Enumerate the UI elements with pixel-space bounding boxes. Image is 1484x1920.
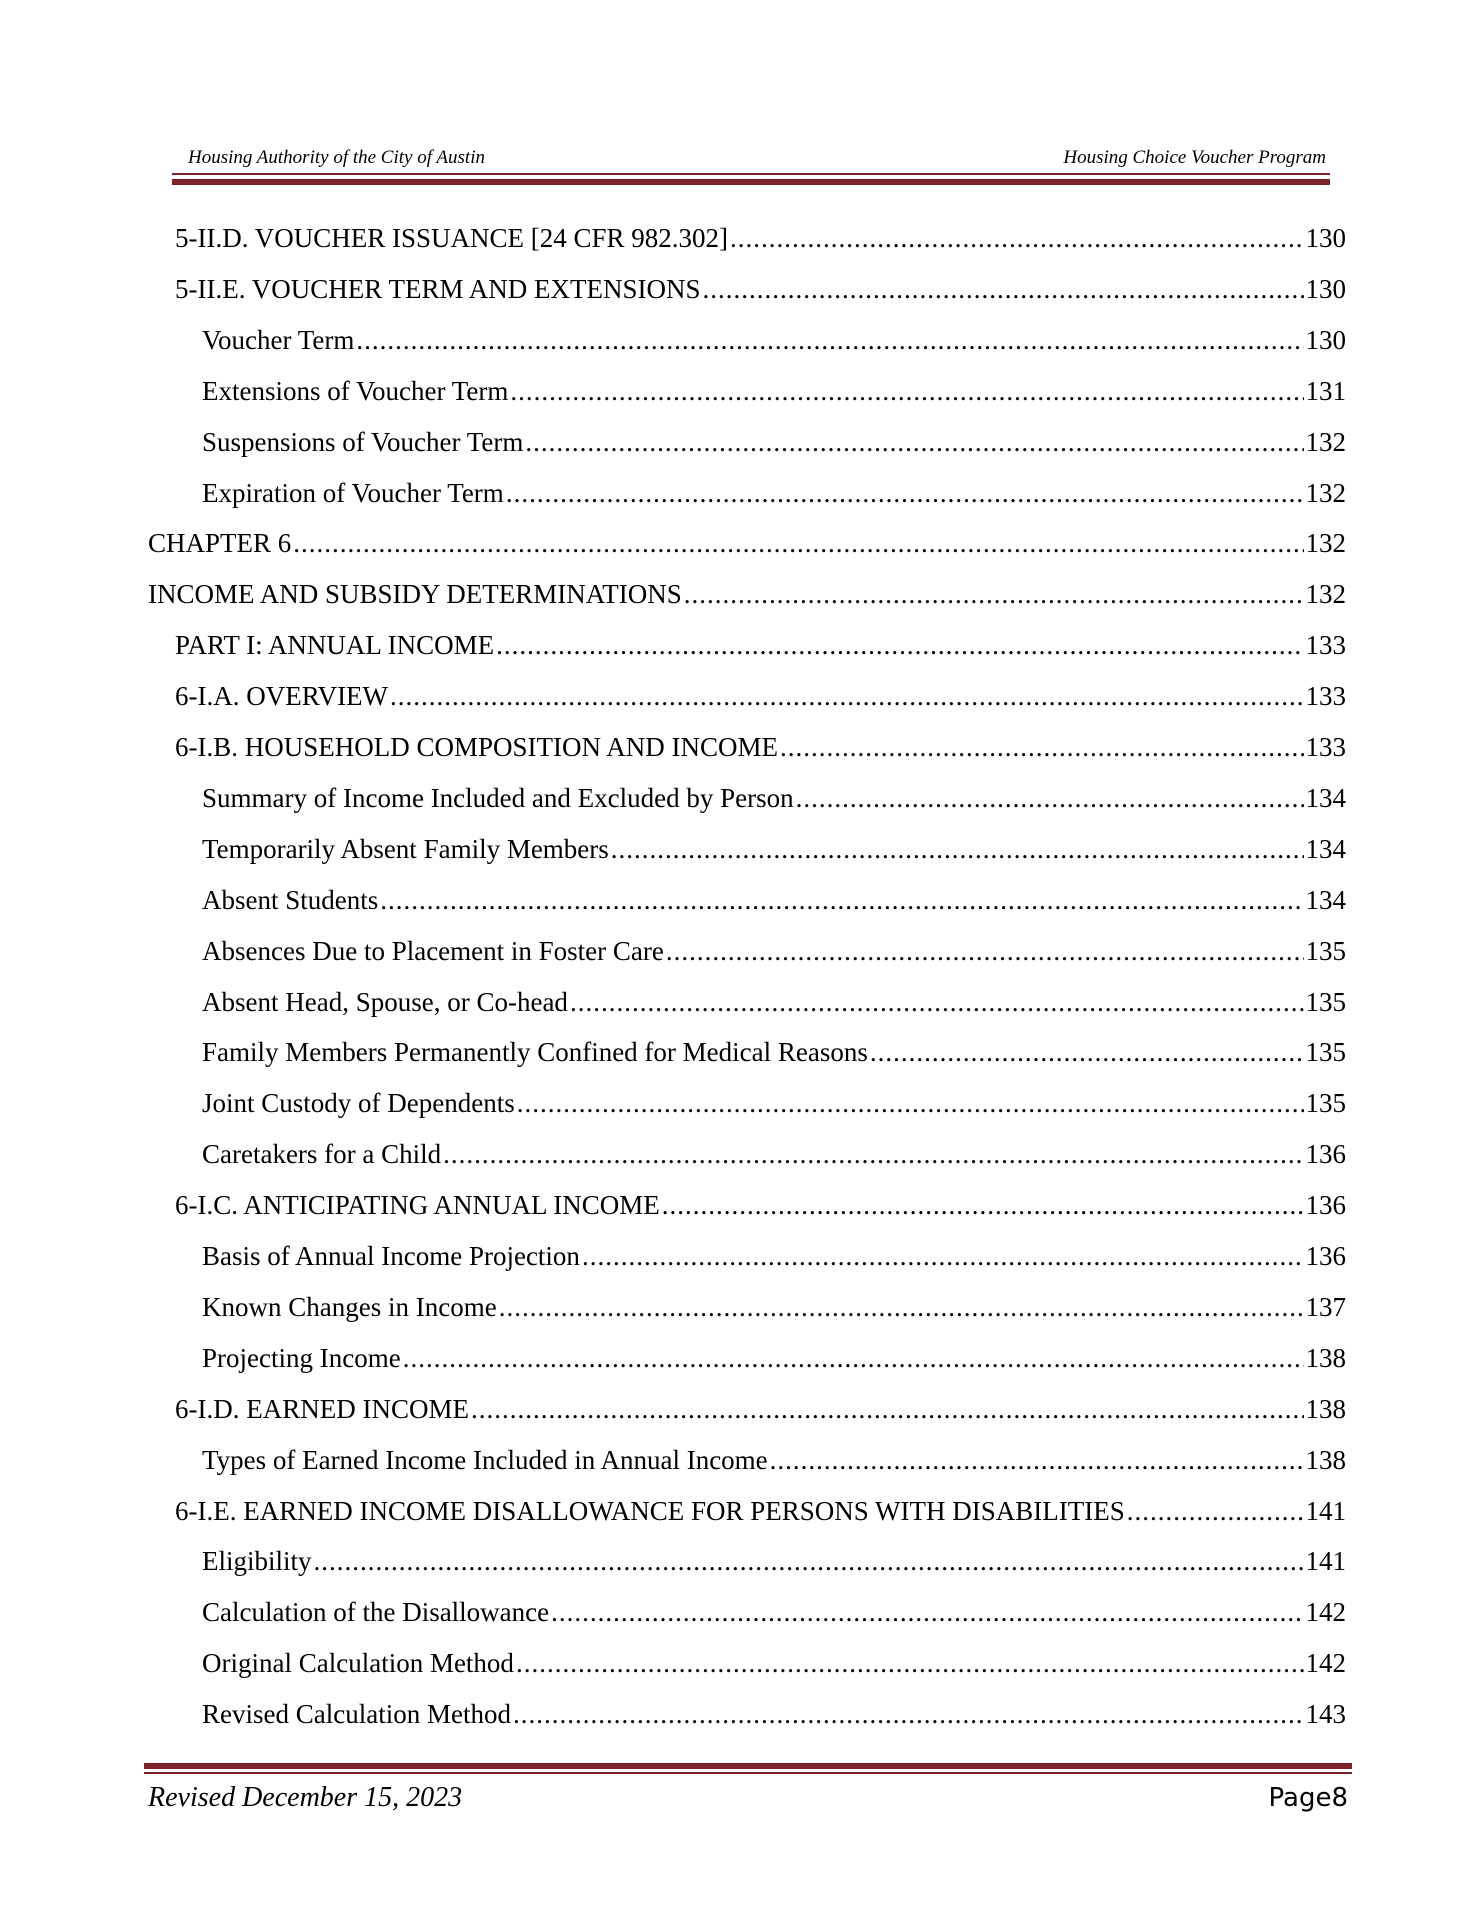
toc-entry-title: Known Changes in Income bbox=[202, 1292, 497, 1322]
toc-entry-title: Expiration of Voucher Term bbox=[202, 478, 504, 508]
toc-entry[interactable] bbox=[202, 1289, 1346, 1325]
toc-entry-page: 141 bbox=[1305, 1546, 1346, 1576]
toc-dot-leader bbox=[356, 322, 1303, 358]
toc-entry[interactable] bbox=[175, 220, 1346, 256]
toc-dot-leader bbox=[684, 576, 1304, 612]
toc-entry-title: Extensions of Voucher Term bbox=[202, 376, 509, 406]
toc-entry-title: Absent Students bbox=[202, 885, 379, 915]
toc-entry[interactable] bbox=[202, 424, 1346, 460]
toc-entry-page: 132 bbox=[1305, 427, 1346, 457]
revised-date: Revised December 15, 2023 bbox=[148, 1782, 463, 1813]
toc-entry[interactable] bbox=[202, 373, 1346, 409]
toc-dot-leader bbox=[314, 1543, 1304, 1579]
toc-dot-leader bbox=[611, 831, 1304, 867]
toc-entry[interactable] bbox=[202, 984, 1346, 1020]
toc-entry-title: Absent Head, Spouse, or Co-head bbox=[202, 987, 568, 1017]
toc-dot-leader bbox=[496, 627, 1303, 663]
toc-entry-page: 137 bbox=[1305, 1292, 1346, 1322]
toc-entry[interactable] bbox=[202, 1340, 1346, 1376]
toc-entry-title: Family Members Permanently Confined for Medical Reasons bbox=[202, 1037, 868, 1067]
toc-dot-leader bbox=[443, 1136, 1303, 1172]
footer-rule-thick bbox=[144, 1763, 1352, 1769]
toc-entry[interactable] bbox=[175, 678, 1346, 714]
toc-entry-page: 142 bbox=[1305, 1648, 1346, 1678]
header-program: Housing Choice Voucher Program bbox=[1063, 147, 1326, 168]
toc-dot-leader bbox=[516, 1645, 1304, 1681]
toc-entry-title: 5-II.D. VOUCHER ISSUANCE [24 CFR 982.302] bbox=[175, 223, 729, 253]
toc-entry[interactable] bbox=[202, 1645, 1346, 1681]
toc-dot-leader bbox=[471, 1391, 1304, 1427]
toc-dot-leader bbox=[570, 984, 1304, 1020]
toc-entry-title: 6-I.D. EARNED INCOME bbox=[175, 1394, 469, 1424]
toc-entry-title: 6-I.A. OVERVIEW bbox=[175, 681, 389, 711]
footer-rule-thin bbox=[144, 1772, 1352, 1774]
toc-entry-title: Suspensions of Voucher Term bbox=[202, 427, 524, 457]
toc-entry-title: INCOME AND SUBSIDY DETERMINATIONS bbox=[148, 579, 682, 609]
toc-entry-title: CHAPTER 6 bbox=[148, 528, 292, 558]
toc-dot-leader bbox=[582, 1238, 1304, 1274]
toc-entry-page: 132 bbox=[1305, 579, 1346, 609]
toc-entry[interactable] bbox=[202, 1543, 1346, 1579]
toc-entry[interactable] bbox=[202, 1238, 1346, 1274]
toc-entry[interactable] bbox=[202, 882, 1346, 918]
toc-entry-page: 136 bbox=[1305, 1190, 1346, 1220]
toc-entry-page: 134 bbox=[1305, 834, 1346, 864]
toc-dot-leader bbox=[517, 1085, 1304, 1121]
toc-dot-leader bbox=[703, 271, 1304, 307]
toc-entry-page: 131 bbox=[1305, 376, 1346, 406]
toc-entry[interactable] bbox=[148, 525, 1346, 561]
toc-entry[interactable] bbox=[175, 271, 1346, 307]
toc-entry-page: 143 bbox=[1305, 1699, 1346, 1729]
page-footer bbox=[148, 1780, 1348, 1816]
toc-entry-title: Temporarily Absent Family Members bbox=[202, 834, 609, 864]
toc-dot-leader bbox=[403, 1340, 1304, 1376]
header-rule-thick bbox=[172, 179, 1330, 185]
header-organization: Housing Authority of the City of Austin bbox=[188, 147, 485, 168]
toc-dot-leader bbox=[770, 1442, 1304, 1478]
toc-entry-page: 135 bbox=[1305, 1037, 1346, 1067]
toc-dot-leader bbox=[551, 1594, 1303, 1630]
toc-entry-page: 133 bbox=[1305, 732, 1346, 762]
toc-entry-page: 135 bbox=[1305, 1088, 1346, 1118]
toc-entry-page: 134 bbox=[1305, 783, 1346, 813]
toc-dot-leader bbox=[780, 729, 1303, 765]
toc-entry[interactable] bbox=[175, 1187, 1346, 1223]
toc-entry-title: 6-I.E. EARNED INCOME DISALLOWANCE FOR PERSONS WITH DISABILITIES bbox=[175, 1496, 1125, 1526]
toc-entry-page: 138 bbox=[1305, 1394, 1346, 1424]
toc-entry-page: 135 bbox=[1305, 987, 1346, 1017]
toc-entry-page: 136 bbox=[1305, 1139, 1346, 1169]
toc-entry-title: Eligibility bbox=[202, 1546, 312, 1576]
toc-entry[interactable] bbox=[202, 1442, 1346, 1478]
toc-entry-page: 138 bbox=[1305, 1445, 1346, 1475]
toc-entry-page: 130 bbox=[1305, 223, 1346, 253]
toc-dot-leader bbox=[510, 373, 1303, 409]
toc-entry-title: Original Calculation Method bbox=[202, 1648, 514, 1678]
toc-entry-page: 133 bbox=[1305, 681, 1346, 711]
toc-dot-leader bbox=[796, 780, 1304, 816]
toc-entry[interactable] bbox=[202, 780, 1346, 816]
toc-entry-page: 132 bbox=[1305, 478, 1346, 508]
toc-entry-title: Basis of Annual Income Projection bbox=[202, 1241, 580, 1271]
toc-entry-page: 130 bbox=[1305, 274, 1346, 304]
toc-entry[interactable] bbox=[175, 1391, 1346, 1427]
toc-entry-title: PART I: ANNUAL INCOME bbox=[175, 630, 495, 660]
page-header bbox=[188, 146, 1326, 170]
toc-dot-leader bbox=[293, 525, 1303, 561]
toc-entry-title: Caretakers for a Child bbox=[202, 1139, 442, 1169]
toc-entry[interactable] bbox=[202, 322, 1346, 358]
toc-entry[interactable] bbox=[175, 627, 1346, 663]
toc-entry-page: 130 bbox=[1305, 325, 1346, 355]
toc-entry[interactable] bbox=[202, 1136, 1346, 1172]
toc-entry[interactable] bbox=[202, 933, 1346, 969]
page-number: Page8 bbox=[1268, 1783, 1348, 1813]
toc-entry-page: 132 bbox=[1305, 528, 1346, 558]
toc-dot-leader bbox=[506, 475, 1304, 511]
toc-dot-leader bbox=[1127, 1493, 1304, 1529]
toc-entry[interactable] bbox=[202, 1034, 1346, 1070]
toc-entry-page: 133 bbox=[1305, 630, 1346, 660]
toc-dot-leader bbox=[390, 678, 1303, 714]
toc-entry[interactable] bbox=[148, 576, 1346, 612]
toc-entry-title: Projecting Income bbox=[202, 1343, 401, 1373]
toc-entry-title: 6-I.B. HOUSEHOLD COMPOSITION AND INCOME bbox=[175, 732, 779, 762]
toc-entry[interactable] bbox=[202, 831, 1346, 867]
toc-dot-leader bbox=[380, 882, 1303, 918]
toc-entry[interactable] bbox=[202, 1085, 1346, 1121]
toc-entry-page: 134 bbox=[1305, 885, 1346, 915]
toc-dot-leader bbox=[513, 1696, 1304, 1732]
toc-entry-title: Absences Due to Placement in Foster Care bbox=[202, 936, 664, 966]
toc-entry-page: 136 bbox=[1305, 1241, 1346, 1271]
toc-entry-title: Voucher Term bbox=[202, 325, 355, 355]
toc-dot-leader bbox=[499, 1289, 1304, 1325]
toc-entry-page: 142 bbox=[1305, 1597, 1346, 1627]
toc-entry[interactable] bbox=[175, 1493, 1346, 1529]
toc-entry-page: 141 bbox=[1305, 1496, 1346, 1526]
toc-entry-title: Types of Earned Income Included in Annual Income bbox=[202, 1445, 768, 1475]
toc-entry-title: Revised Calculation Method bbox=[202, 1699, 511, 1729]
toc-entry-title: Calculation of the Disallowance bbox=[202, 1597, 550, 1627]
toc-entry[interactable] bbox=[202, 475, 1346, 511]
toc-dot-leader bbox=[870, 1034, 1304, 1070]
toc-entry-title: Joint Custody of Dependents bbox=[202, 1088, 515, 1118]
toc-dot-leader bbox=[662, 1187, 1304, 1223]
toc-dot-leader bbox=[730, 220, 1303, 256]
toc-entry-title: 6-I.C. ANTICIPATING ANNUAL INCOME bbox=[175, 1190, 660, 1220]
toc-dot-leader bbox=[525, 424, 1303, 460]
toc-entry-page: 138 bbox=[1305, 1343, 1346, 1373]
toc-entry-title: Summary of Income Included and Excluded by Person bbox=[202, 783, 794, 813]
toc-entry-page: 135 bbox=[1305, 936, 1346, 966]
toc-entry[interactable] bbox=[202, 1594, 1346, 1630]
toc-entry-title: 5-II.E. VOUCHER TERM AND EXTENSIONS bbox=[175, 274, 701, 304]
toc-entry[interactable] bbox=[202, 1696, 1346, 1732]
toc-dot-leader bbox=[666, 933, 1304, 969]
toc-entry[interactable] bbox=[175, 729, 1346, 765]
header-rule-thin bbox=[172, 173, 1330, 175]
